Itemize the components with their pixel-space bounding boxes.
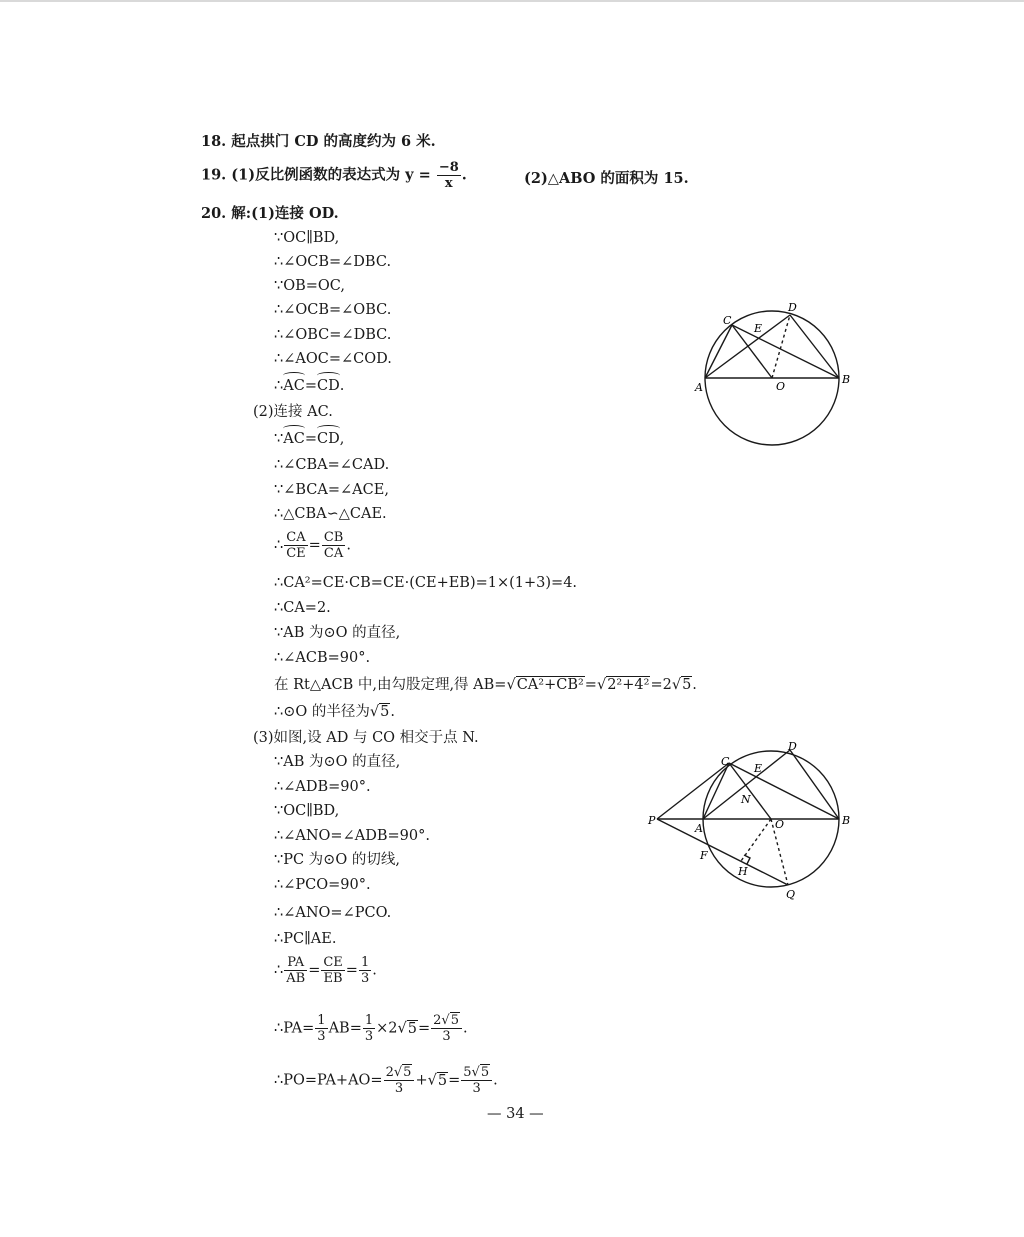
sqrt-radicand: CA²+CB² xyxy=(516,677,584,693)
fraction xyxy=(284,955,307,986)
q20-radius xyxy=(274,701,395,723)
label-n: N xyxy=(741,793,751,806)
arc-suffix: , xyxy=(339,431,345,447)
q20-step: ∵PC 为⊙O 的切线, xyxy=(274,852,400,868)
sqrt-radicand: 5 xyxy=(380,704,390,720)
q20-step: ∴∠AOC=∠COD. xyxy=(274,351,392,367)
q19-fraction xyxy=(437,160,461,191)
q20-ratio xyxy=(274,530,351,561)
frac-den: 3 xyxy=(394,1081,404,1096)
label-o: O xyxy=(776,380,786,393)
frac-den: 3 xyxy=(360,971,370,986)
ratio-prefix: ∴ xyxy=(274,537,284,554)
pa-eq: = xyxy=(417,1020,431,1037)
fraction xyxy=(321,955,344,986)
q20-step: ∴CA=2. xyxy=(274,600,331,616)
frac-num: 1 xyxy=(317,1013,326,1028)
arc-eq: = xyxy=(304,378,317,394)
frac-num: PA xyxy=(284,955,307,971)
frac-num: 2√5 xyxy=(431,1013,462,1029)
label-a: A xyxy=(695,381,703,394)
label-f: F xyxy=(700,849,708,862)
label-c: C xyxy=(721,755,730,768)
arc-cd: CD xyxy=(317,375,340,397)
sqrt-radicand: 5 xyxy=(450,1013,459,1028)
q20-step: ∴∠OCB=∠DBC. xyxy=(274,254,392,270)
ratio-suffix: . xyxy=(346,537,351,554)
q20-step: ∴∠CBA=∠CAD. xyxy=(274,457,390,473)
q20-step: ∴∠OCB=∠OBC. xyxy=(274,302,392,318)
arc-suffix: . xyxy=(339,378,345,394)
frac-num: 1 xyxy=(364,1013,374,1028)
q19-frac-den: x xyxy=(444,176,453,191)
po-mid: + xyxy=(415,1072,428,1089)
q20-step: ∴CA²=CE·CB=CE·(CE+EB)=1×(1+3)=4. xyxy=(274,575,578,591)
frac-coef: 5 xyxy=(463,1065,472,1080)
frac-num: 2√5 xyxy=(384,1065,415,1081)
label-c: C xyxy=(723,314,732,327)
label-b: B xyxy=(842,373,851,386)
fraction xyxy=(284,530,307,561)
sqrt-sign: √ xyxy=(671,677,682,693)
label-q: Q xyxy=(786,888,796,901)
q20-step: ∵OC∥BD, xyxy=(274,230,340,246)
frac-den: 3 xyxy=(442,1029,451,1044)
q19-part2: (2)△ABO 的面积为 15. xyxy=(524,170,689,187)
segment-pc xyxy=(657,763,729,819)
sqrt-sign: √ xyxy=(397,1020,407,1037)
sqrt-sign: √ xyxy=(427,1072,437,1089)
frac-den: EB xyxy=(323,971,343,986)
pyth-eq: = xyxy=(584,677,597,693)
fraction xyxy=(363,1013,375,1044)
sqrt-sign: √ xyxy=(596,677,607,693)
q20-part3-title: (3)如图,设 AD 与 CO 相交于点 N. xyxy=(253,730,479,746)
q20-pa xyxy=(274,1013,468,1044)
label-e: E xyxy=(754,322,763,335)
frac-den: CA xyxy=(323,546,344,561)
frac-num: CB xyxy=(323,530,344,545)
q20-arc-conclusion xyxy=(274,375,344,397)
sqrt-radicand: 5 xyxy=(480,1065,490,1080)
segment-cb xyxy=(729,763,839,819)
fraction xyxy=(315,1013,327,1044)
ratio-eq: = xyxy=(308,537,321,554)
po-eq: = xyxy=(448,1072,461,1089)
frac-num: 1 xyxy=(360,955,370,970)
geometry-figure-1 xyxy=(690,298,860,450)
q19-part1 xyxy=(201,160,467,191)
fraction xyxy=(461,1065,492,1096)
top-border xyxy=(0,0,1024,2)
arc-prefix: ∵ xyxy=(274,431,284,447)
fraction xyxy=(359,955,371,986)
segment-co xyxy=(729,763,771,819)
frac-num: CA xyxy=(284,530,307,546)
arc-cd: CD xyxy=(317,428,340,450)
frac-den: CE xyxy=(286,546,306,561)
segment-oh xyxy=(741,819,771,861)
sqrt-sign: √ xyxy=(506,677,516,693)
ratio-prefix: ∴ xyxy=(274,962,284,979)
fraction xyxy=(322,530,346,561)
label-b: B xyxy=(842,814,851,827)
sqrt-radicand: 5 xyxy=(682,677,692,693)
segment-ac xyxy=(703,763,729,819)
frac-den: 3 xyxy=(472,1081,481,1096)
label-d: D xyxy=(788,301,797,314)
q20-ratio3 xyxy=(274,955,377,986)
label-e: E xyxy=(754,762,763,775)
arc-eq: = xyxy=(304,431,317,447)
q20-step: ∴∠PCO=90°. xyxy=(274,877,371,893)
q20-step: ∴∠ADB=90°. xyxy=(274,779,371,795)
segment-ad xyxy=(703,750,790,819)
sqrt-radicand: 5 xyxy=(437,1072,448,1089)
q19-frac-num: −8 xyxy=(438,160,459,175)
label-d: D xyxy=(788,740,797,753)
pyth-suffix: . xyxy=(692,677,697,693)
arc-ac: AC xyxy=(283,428,305,450)
q19-suffix: . xyxy=(461,166,467,184)
q20-step: ∵OB=OC, xyxy=(274,278,345,294)
q19-prefix: 19. (1)反比例函数的表达式为 y = xyxy=(201,166,431,184)
po-suffix: . xyxy=(493,1072,498,1089)
q18-answer: 18. 起点拱门 CD 的高度约为 6 米. xyxy=(201,133,436,150)
frac-coef: 2 xyxy=(385,1065,394,1080)
segment-ac xyxy=(705,325,732,378)
sqrt-radicand: 5 xyxy=(407,1020,417,1037)
q20-pythagoras xyxy=(274,674,697,696)
q20-step: ∵∠BCA=∠ACE, xyxy=(274,482,389,498)
page-number: — 34 — xyxy=(487,1106,544,1122)
q20-step: ∴△CBA∽△CAE. xyxy=(274,506,387,522)
frac-num: 5√5 xyxy=(461,1065,492,1081)
pa-prefix: ∴PA= xyxy=(274,1020,315,1037)
segment-cb xyxy=(732,325,839,378)
q20-title: 20. 解:(1)连接 OD. xyxy=(201,205,339,222)
q20-step: ∴∠ANO=∠ADB=90°. xyxy=(274,828,430,844)
q20-part2-title: (2)连接 AC. xyxy=(253,404,333,420)
label-p: P xyxy=(648,814,656,827)
label-a: A xyxy=(695,822,703,835)
segment-bd xyxy=(790,750,839,819)
arc-prefix: ∴ xyxy=(274,378,284,394)
q20-step: ∴∠OBC=∠DBC. xyxy=(274,327,392,343)
radius-prefix: ∴⊙O 的半径为 xyxy=(274,704,370,720)
sqrt-sign: √ xyxy=(369,704,380,720)
ratio-eq: = xyxy=(345,962,358,979)
segment-pq xyxy=(657,819,788,885)
frac-den: 3 xyxy=(317,1029,326,1044)
q20-step: ∴PC∥AE. xyxy=(274,931,337,947)
q20-step: ∴∠ANO=∠PCO. xyxy=(274,905,392,921)
ratio-suffix: . xyxy=(372,962,377,979)
po-prefix: ∴PO=PA+AO= xyxy=(274,1072,383,1089)
frac-den: 3 xyxy=(364,1029,374,1044)
q20-step: ∵AB 为⊙O 的直径, xyxy=(274,625,401,641)
pa-mid: AB= xyxy=(328,1020,362,1037)
q20-po xyxy=(274,1065,498,1096)
radius-suffix: . xyxy=(390,704,395,720)
sqrt-radicand: 2²+4² xyxy=(607,677,650,693)
arc-ac: AC xyxy=(283,375,305,397)
q20-arc-premise xyxy=(274,428,344,450)
q20-step: ∴∠ACB=90°. xyxy=(274,650,371,666)
sqrt-radicand: 5 xyxy=(403,1065,412,1080)
q20-step: ∵OC∥BD, xyxy=(274,803,340,819)
pyth-eq: =2 xyxy=(650,677,672,693)
ratio-eq: = xyxy=(308,962,321,979)
fraction xyxy=(384,1065,415,1096)
frac-den: AB xyxy=(286,971,306,986)
pyth-prefix: 在 Rt△ACB 中,由勾股定理,得 AB= xyxy=(274,677,507,693)
label-o: O xyxy=(775,818,785,831)
frac-num: CE xyxy=(323,955,343,970)
q20-step: ∵AB 为⊙O 的直径, xyxy=(274,754,401,770)
pa-mid: ×2 xyxy=(376,1020,398,1037)
fraction xyxy=(431,1013,462,1044)
pa-suffix: . xyxy=(463,1020,468,1037)
frac-coef: 2 xyxy=(433,1013,442,1028)
label-h: H xyxy=(738,865,748,878)
geometry-figure-2 xyxy=(645,735,860,905)
